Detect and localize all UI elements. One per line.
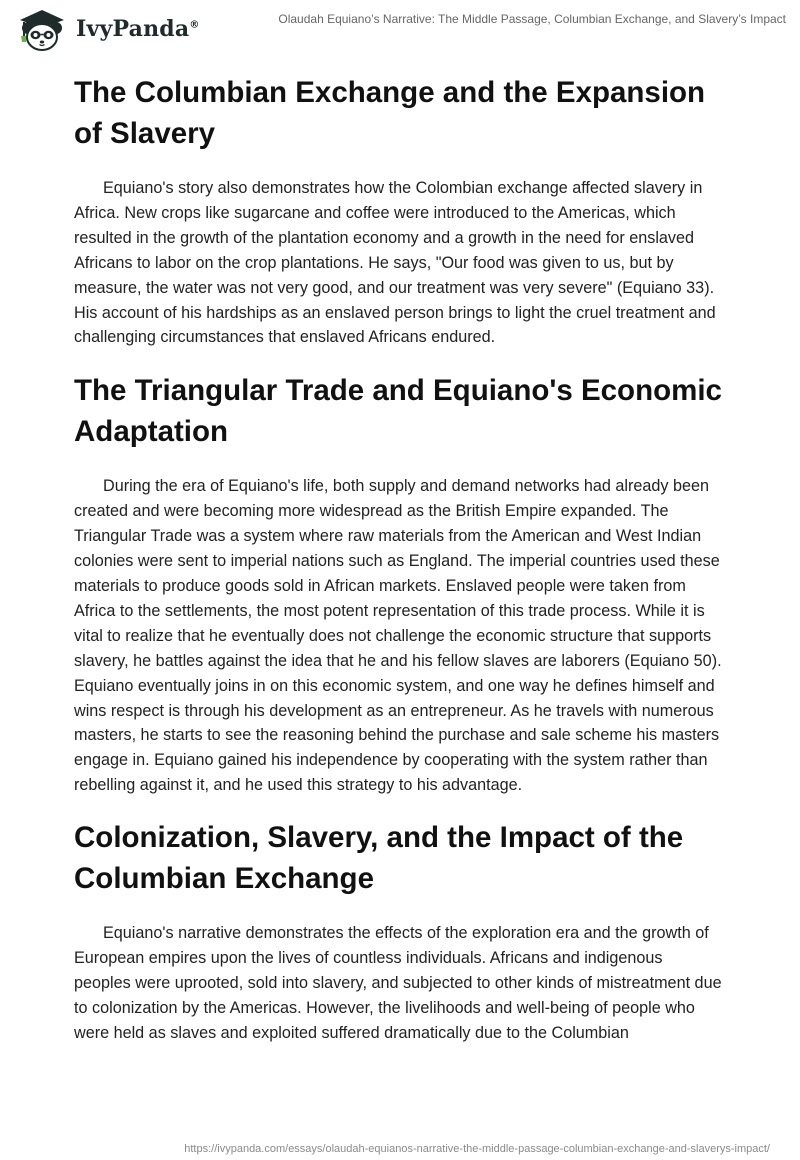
section-heading-columbian-exchange: The Columbian Exchange and the Expansion of Slavery <box>74 76 706 150</box>
section-paragraph: During the era of Equiano's life, both supply and demand networks had already been created and were becoming more widespread as the British Empire expanded. The Triangular Trade was a system where raw materials from the American and West Indian colonies were sent to imperial nations such as England. The imperial countries used these materials to produce goods sold in African markets. Enslaved people were taken from Africa to the settlements, the most potent representation of this trade process. While it is vital to realize that he eventually does not challenge the economic structure that supports slavery, he battles against the idea that he and his fellow slaves are laborers (Equiano 50). Equiano eventually joins in on this economic system, and one way he defines himself and wins respect is through his development as an entrepreneur. As he travels with numerous masters, he starts to see the reasoning behind the purchase and sale scheme his masters engage in. Equiano gained his independence by cooperating with the system rather than rebelling against it, and he used this strategy to his advantage. <box>74 477 722 795</box>
article-body <box>74 72 722 1046</box>
panda-graduate-icon <box>14 6 72 52</box>
section-paragraph: Equiano's story also demonstrates how the Colombian exchange affected slavery in Africa. New crops like sugarcane and coffee were introduced to the Americas, which resulted in the growth of the plantation economy and a growth in the need for enslaved Africans to labor on the crop plantations. He says, "Our food was given to us, but by measure, the water was not very good, and our treatment was very severe" (Equiano 33). His account of his hardships as an enslaved person brings to light the cruel treatment and challenging circumstances that enslaved Africans endured. <box>74 179 716 347</box>
page-header <box>0 0 800 50</box>
section-heading-colonization: Colonization, Slavery, and the Impact of the Columbian Exchange <box>74 821 684 896</box>
brand-name: IvyPanda® <box>76 16 200 42</box>
section-paragraph: Equiano's narrative demonstrates the effects of the exploration era and the growth of European empires upon the lives of countless individuals. Africans and indigenous peoples were uprooted, sold into slavery, and subjected to other kinds of mistreatment due to colonization by the Americas. However, the livelihoods and well-being of people who were held as slaves and exploited suffered dramatically due to the Columbian <box>74 924 722 1042</box>
brand-logo[interactable] <box>14 6 200 52</box>
document-title: Olaudah Equiano’s Narrative: The Middle Passage, Columbian Exchange, and Slavery’s Impact <box>278 12 786 26</box>
section-heading-triangular-trade: The Triangular Trade and Equiano's Economic Adaptation <box>74 374 722 449</box>
page-url[interactable]: https://ivypanda.com/essays/olaudah-equianos-narrative-the-middle-passage-columbian-exchange-and-slaverys-impact/ <box>184 1143 770 1155</box>
